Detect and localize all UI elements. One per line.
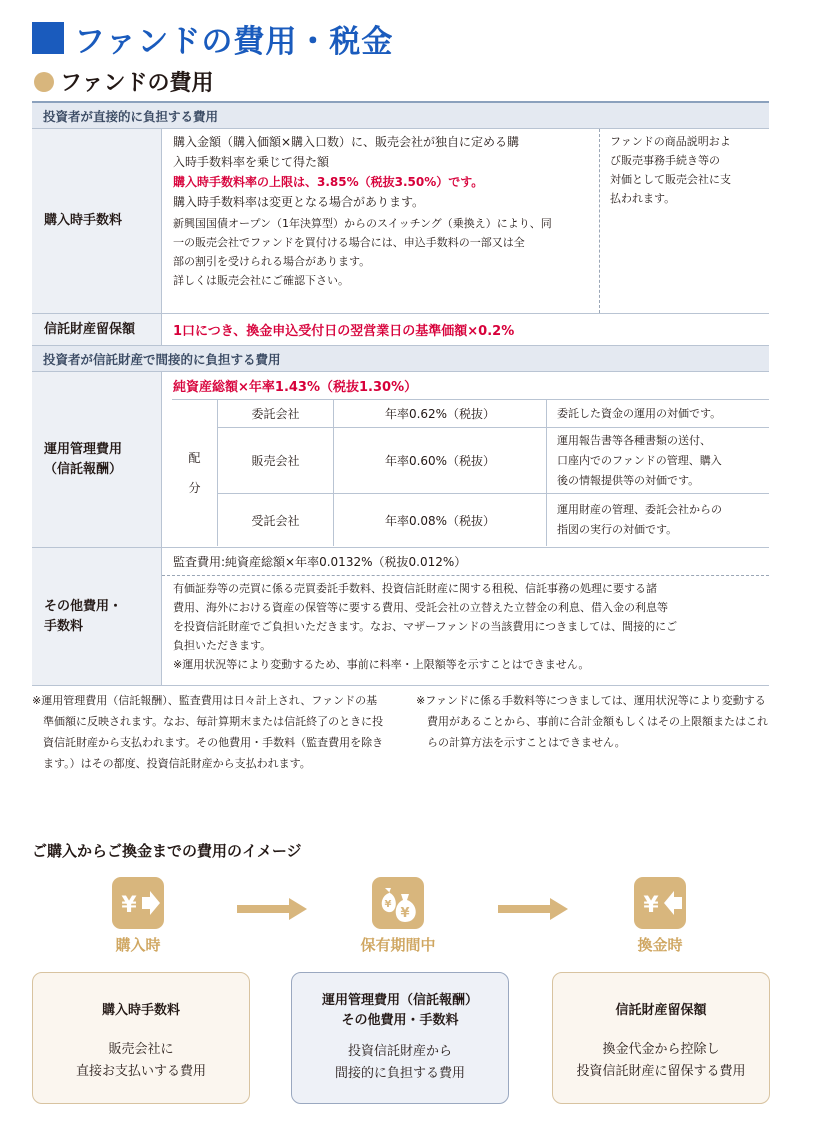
card-body-line: 換金代金から控除し	[602, 1042, 720, 1057]
other-fee-text: 有価証券等の売買に係る売買委託手数料、投資信託財産に関する租税、信託事務の処理に要する諸	[173, 582, 657, 595]
side-note-line: び販売事務手続き等の	[610, 154, 720, 167]
other-fee-text: 負担いただきます。	[173, 639, 272, 652]
switching-note: 一の販売会社でファンドを買付ける場合には、申込手数料の一部又は全	[173, 236, 525, 249]
phase-holding	[318, 876, 478, 955]
other-fee-label-line: 手数料	[44, 618, 84, 634]
other-fee-label-line: その他費用・	[44, 598, 123, 614]
side-note-line: 対価として販売会社に支	[610, 173, 731, 186]
retention-row	[32, 314, 769, 346]
allocation-desc-line: 後の情報提供等の対価です。	[557, 473, 700, 487]
section-subtitle-text: ファンドの費用	[60, 71, 214, 96]
switching-note: 新興国国債オープン（1年決算型）からのスイッチング（乗換え）により、同	[173, 217, 552, 230]
svg-text:¥: ¥	[643, 893, 659, 918]
section-subtitle	[34, 66, 214, 97]
other-fee-row	[32, 548, 769, 686]
allocation-label-char: 分	[188, 480, 201, 495]
svg-text:¥: ¥	[384, 899, 392, 910]
allocation-desc	[547, 494, 769, 546]
card-body-line: 直接お支払いする費用	[75, 1064, 206, 1079]
allocation-desc	[547, 428, 769, 493]
allocation-desc-line: 指図の実行の対価です。	[557, 523, 678, 536]
purchase-fee-line: 購入金額（購入価額×購入口数）に、販売会社が独自に定める購	[173, 135, 520, 149]
card-heading: 信託財産留保額	[615, 1003, 707, 1018]
management-fee-label-line: （信託報酬）	[44, 461, 123, 477]
purchase-fee-label: 購入時手数料	[32, 129, 162, 313]
yen-in-icon	[111, 876, 165, 930]
allocation-table	[172, 399, 769, 545]
money-bags-icon	[371, 876, 425, 930]
side-note-line: 払われます。	[610, 192, 676, 205]
purchase-fee-line: 購入時手数料率は変更となる場合があります。	[173, 195, 425, 209]
retention-value: 1口につき、換金申込受付日の翌営業日の基準価額×0.2%	[173, 324, 515, 339]
allocation-party: 委託会社	[218, 400, 334, 427]
allocation-label-char: 配	[188, 450, 201, 465]
phase-label: 換金時	[637, 936, 683, 954]
title-square-marker	[32, 22, 64, 54]
phase-label: 保有期間中	[360, 936, 436, 954]
page-title-text: ファンドの費用・税金	[74, 23, 394, 60]
management-fee-total: 純資産総額×年率1.43%（税抜1.30%）	[173, 380, 418, 395]
allocation-desc	[547, 400, 769, 427]
card-redemption	[552, 972, 770, 1104]
other-fee-text: 費用、海外における資産の保管等に要する費用、受託会社の立替えた立替金の利息、借入金の利息等	[173, 601, 668, 614]
other-fee-text: を投資信託財産でご負担いただきます。なお、マザーファンドの当該費用につきましては、間接的にご	[173, 620, 678, 633]
retention-label: 信託財産留保額	[32, 314, 162, 345]
page-title	[32, 18, 393, 58]
phase-label: 購入時	[115, 936, 161, 954]
svg-text:¥: ¥	[400, 906, 410, 921]
footnote-left: ※運用管理費用（信託報酬）、監査費用は日々計上され、ファンドの基準価額に反映されます。なお、毎計算期末または信託終了のときに投資信託財産から支払われます。その他費用・手数料（監査費用を除きます。）はその都度、投資信託財産から支払われます。	[32, 694, 384, 770]
other-fee-note: ※運用状況等により変動するため、事前に料率・上限額等を示すことはできません。	[173, 658, 590, 671]
card-body-line: 販売会社に	[108, 1042, 174, 1057]
switching-note: 部の割引を受けられる場合があります。	[173, 255, 371, 268]
allocation-desc-line: 運用財産の管理、委託会社からの	[557, 503, 722, 516]
card-holding	[291, 972, 509, 1104]
bullet-dot-icon	[34, 72, 54, 92]
phase-redemption	[580, 876, 740, 955]
phase-purchase	[58, 876, 218, 955]
card-body-line: 投資信託財産に留保する費用	[576, 1064, 746, 1079]
allocation-row-distributor	[217, 428, 769, 494]
card-body-line: 間接的に負担する費用	[334, 1066, 465, 1081]
yen-out-icon	[633, 876, 687, 930]
cost-image-title: ご購入からご換金までの費用のイメージ	[32, 842, 302, 860]
card-heading: その他費用・手数料	[341, 1013, 459, 1028]
switching-note: 詳しくは販売会社にご確認下さい。	[173, 274, 349, 287]
management-fee-label	[32, 372, 162, 547]
footnotes	[32, 690, 772, 774]
purchase-fee-max-rate: 購入時手数料率の上限は、3.85%（税抜3.50%）です。	[173, 175, 484, 189]
allocation-desc-line: 委託した資金の運用の対価です。	[557, 406, 722, 420]
audit-fee: 監査費用:純資産総額×年率0.0132%（税抜0.012%）	[173, 554, 467, 569]
card-heading: 運用管理費用（信託報酬）	[321, 993, 478, 1008]
purchase-fee-line: 入時手数料率を乗じて得た額	[173, 155, 330, 169]
flow-arrow-icon	[498, 898, 568, 924]
allocation-row-trustor	[217, 400, 769, 428]
card-heading: 購入時手数料	[101, 1003, 180, 1018]
purchase-fee-description	[162, 129, 600, 313]
card-purchase	[32, 972, 250, 1104]
other-fee-label	[32, 548, 162, 685]
purchase-fee-row	[32, 129, 769, 314]
allocation-desc-line: 口座内でのファンドの管理、購入	[557, 453, 722, 467]
svg-text:¥: ¥	[121, 893, 137, 918]
management-fee-label-line: 運用管理費用	[44, 441, 123, 457]
allocation-party: 受託会社	[218, 494, 334, 546]
purchase-fee-side-note	[600, 129, 769, 313]
indirect-cost-band: 投資者が信託財産で間接的に負担する費用	[32, 346, 769, 372]
side-note-line: ファンドの商品説明およ	[610, 135, 731, 148]
direct-cost-band: 投資者が直接的に負担する費用	[32, 103, 769, 129]
management-fee-row	[32, 372, 769, 548]
allocation-rate: 年率0.62%（税抜）	[334, 400, 547, 427]
allocation-desc-line: 運用報告書等各種書類の送付、	[557, 433, 711, 447]
allocation-row-trustee	[217, 494, 769, 546]
allocation-label	[172, 400, 217, 545]
allocation-party: 販売会社	[218, 428, 334, 493]
allocation-rate: 年率0.08%（税抜）	[334, 494, 547, 546]
footnote-right: ※ファンドに係る手数料等につきましては、運用状況等により変動する費用があることから、事前に合計金額もしくはその上限額またはこれらの計算方法を示すことはできません。	[416, 694, 768, 749]
allocation-rate: 年率0.60%（税抜）	[334, 428, 547, 493]
card-body-line: 投資信託財産から	[347, 1044, 452, 1059]
fee-table	[32, 101, 769, 686]
flow-arrow-icon	[237, 898, 307, 924]
